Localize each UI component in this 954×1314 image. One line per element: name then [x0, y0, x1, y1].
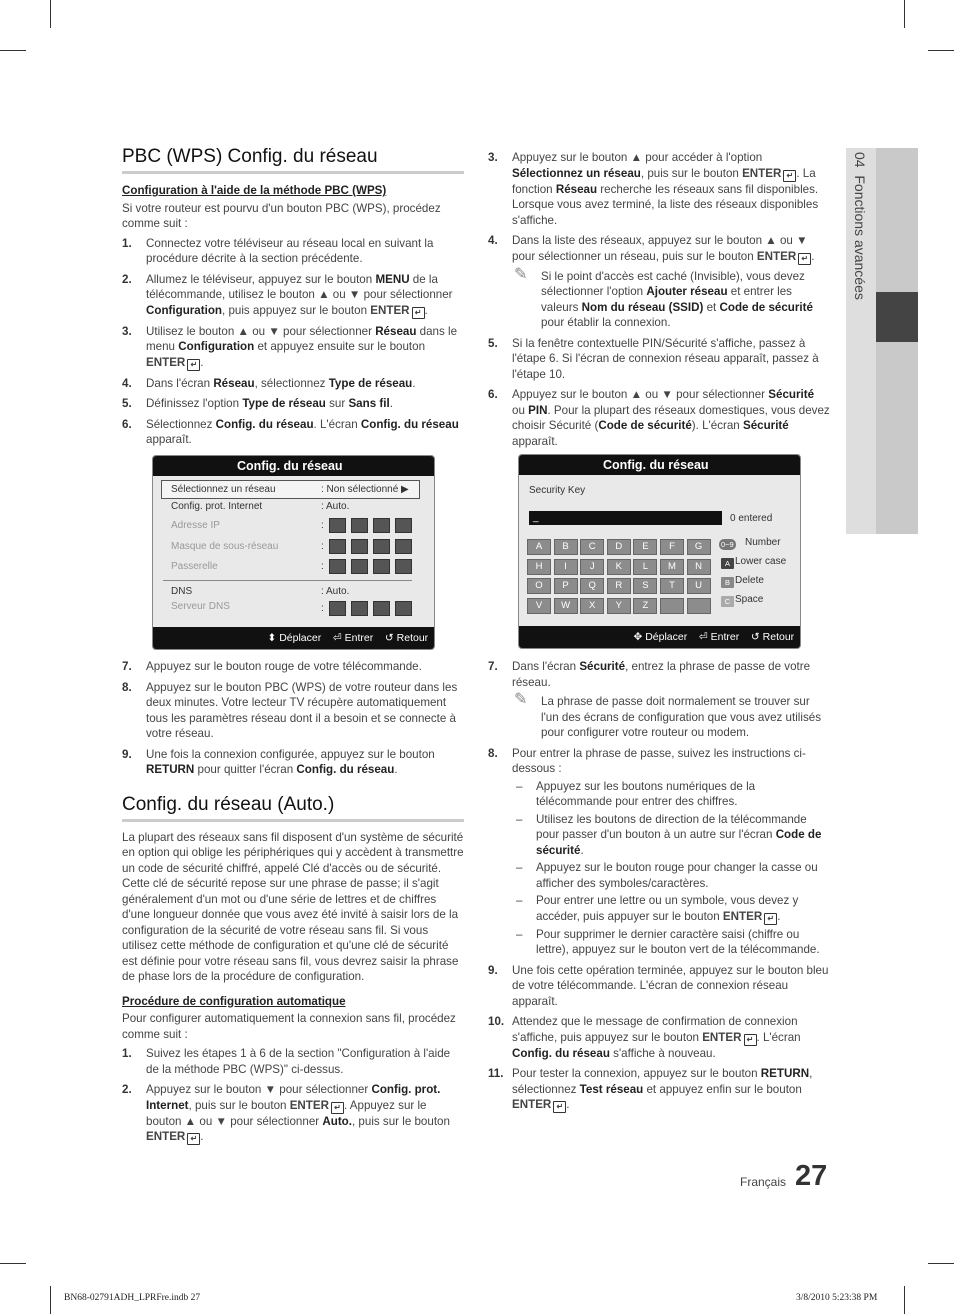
keyboard-key[interactable]: Y — [607, 598, 631, 614]
legend-badge: 0~9 — [721, 540, 734, 549]
step-item — [122, 272, 464, 319]
step-item — [122, 417, 464, 448]
step-item — [488, 150, 830, 228]
legend-label: Delete — [735, 575, 764, 586]
setting-label: Masque de sous-réseau — [171, 541, 279, 552]
step-number: 1. — [122, 1047, 132, 1060]
setting-value: : — [321, 539, 417, 554]
screen-footer: ✥ Déplacer ⏎ Entrer ↺ Retour — [519, 626, 800, 648]
legend-label: Lower case — [735, 556, 787, 567]
step-number: 3. — [488, 151, 498, 164]
steps-list — [488, 150, 830, 449]
keyboard-key[interactable] — [660, 598, 684, 614]
step-text: Dans l'écran Sécurité, entrez la phrase de passe de votre réseau. — [512, 660, 811, 689]
step-text: Suivez les étapes 1 à 6 de la section "Configuration à l'aide de la méthode PBC (WPS)" ci-dessus. — [146, 1047, 451, 1076]
step-item — [488, 659, 830, 741]
network-config-screen — [152, 455, 435, 650]
return-icon: ↺ — [750, 631, 760, 643]
steps-list — [122, 659, 464, 778]
keyboard-key[interactable]: D — [607, 539, 631, 555]
intro-text: Pour configurer automatiquement la connexion sans fil, procédez comme suit : — [122, 1012, 456, 1041]
step-number: 7. — [122, 660, 132, 673]
keyboard-key[interactable]: O — [527, 578, 551, 594]
step-number: 10. — [488, 1015, 505, 1028]
step-item — [488, 963, 830, 1010]
dash-item: – Pour supprimer le dernier caractère saisi (chiffre ou lettre), appuyez sur le bouton vert de la télécommande. — [516, 927, 820, 956]
step-text: Une fois la connexion configurée, appuyez sur le bouton RETURN pour quitter l'écran Config. du réseau. — [146, 747, 435, 776]
step-number: 5. — [488, 336, 498, 350]
keyboard-key[interactable]: I — [554, 559, 578, 575]
crop-mark — [0, 1263, 26, 1264]
screen-footer: ⬍ Déplacer ⏎ Entrer ↺ Retour — [153, 627, 434, 649]
return-icon: ↺ — [384, 632, 394, 644]
step-number: 9. — [122, 747, 132, 761]
subheading: Configuration à l'aide de la méthode PBC (WPS) — [122, 184, 387, 197]
step-number: 1. — [122, 236, 132, 250]
crop-mark — [0, 50, 26, 51]
dns-value: : Auto. — [321, 586, 350, 597]
step-text: Appuyez sur le bouton PBC (WPS) de votre routeur dans les deux minutes. Votre lecteur TV récupère automatiquement tous les paramètres réseau dont il a besoin et se connecte à votre réseau. — [146, 680, 458, 740]
move-icon: ✥ — [633, 631, 643, 643]
keyboard-key[interactable]: F — [660, 539, 684, 555]
chapter-number: 04 — [852, 152, 868, 168]
step-item — [122, 324, 464, 371]
dns-label[interactable]: DNS — [171, 586, 193, 597]
keyboard-key[interactable]: Z — [633, 598, 657, 614]
dns-server-label: Serveur DNS — [171, 601, 230, 612]
language-label: Français — [740, 1175, 787, 1189]
legend-badge: C — [721, 596, 734, 607]
step-item — [488, 746, 830, 958]
dash-item: – Utilisez les boutons de direction de la télécommande pour passer d'un bouton à un autre sur l'écran Code de sécurité. — [516, 812, 822, 857]
step-number: 9. — [488, 963, 498, 977]
step-number: 11. — [488, 1067, 504, 1080]
keyboard-key[interactable]: S — [633, 578, 657, 594]
legend-label: Space — [735, 594, 764, 605]
keyboard-key[interactable]: E — [633, 539, 657, 555]
keyboard-key[interactable]: N — [687, 559, 711, 575]
step-text: Appuyez sur le bouton ▼ pour sélectionner Config. prot. Internet, puis sur le bouton ENTER ↵ . Appuyez sur le bouton ▲ ou ▼ pour sélectionner Auto., puis sur le bouton ENTER ↵ . — [146, 1083, 450, 1143]
right-column-cont — [488, 655, 830, 1118]
keyboard-key[interactable]: R — [607, 578, 631, 594]
setting-value: : — [321, 559, 417, 574]
keyboard-key[interactable]: W — [554, 598, 578, 614]
enter-icon: ⏎ — [698, 631, 708, 643]
note-pencil-icon: ✎ — [514, 265, 528, 283]
keyboard-key[interactable]: B — [554, 539, 578, 555]
steps-list — [488, 659, 830, 1113]
note: ✎ La phrase de passe doit normalement se trouver sur l'un des écrans de configuration que vous avez utilisés pour configurer votre routeur ou modem. — [514, 691, 821, 739]
entered-count: 0 entered — [730, 513, 773, 524]
print-timestamp: 3/8/2010 5:23:38 PM — [796, 1293, 878, 1303]
step-number: 4. — [122, 376, 132, 390]
title-rule — [122, 171, 464, 174]
setting-label: Passerelle — [171, 561, 218, 572]
crop-mark — [928, 1263, 954, 1264]
step-text: Une fois cette opération terminée, appuyez sur le bouton bleu de votre télécommande. L'écran de connexion réseau apparaît. — [512, 963, 829, 1008]
title-rule — [122, 819, 464, 822]
screen-title: Config. du réseau — [519, 455, 800, 475]
print-filename: BN68-02791ADH_LPRFre.indb 27 — [64, 1293, 201, 1303]
step-text: Utilisez le bouton ▲ ou ▼ pour sélectionner Réseau dans le menu Configuration et appuyez ensuite sur le bouton ENTER ↵ . — [146, 324, 458, 369]
chapter-tab-block — [876, 148, 918, 292]
step-number: 2. — [122, 272, 132, 286]
step-text: Pour tester la connexion, appuyez sur le bouton RETURN, sélectionnez Test réseau et appuyez enfin sur le bouton ENTER ↵ . — [512, 1067, 813, 1111]
step-text: Si la fenêtre contextuelle PIN/Sécurité s'affiche, passez à l'étape 6. Si l'écran de connexion réseau apparaît, passez à l'étape 10. — [512, 336, 819, 381]
legend-badge: B — [721, 577, 734, 588]
setting-label[interactable]: Config. prot. Internet — [171, 501, 263, 512]
crop-mark — [928, 50, 954, 51]
setting-value: : Non sélectionné ▶ — [321, 484, 409, 495]
crop-mark — [50, 0, 51, 28]
step-text: Dans l'écran Réseau, sélectionnez Type de réseau. — [146, 376, 416, 390]
steps-list — [122, 236, 464, 448]
chapter-title: Fonctions avancées — [852, 175, 868, 300]
setting-label: Adresse IP — [171, 520, 220, 531]
step-text: Définissez l'option Type de réseau sur Sans fil. — [146, 397, 393, 410]
steps-list — [122, 1046, 464, 1145]
crop-mark — [50, 1286, 51, 1314]
keyboard-key[interactable]: T — [660, 578, 684, 594]
step-item — [122, 1046, 464, 1077]
keyboard-key[interactable] — [687, 598, 711, 614]
left-column-cont — [122, 655, 464, 1150]
keyboard-key[interactable]: P — [554, 578, 578, 594]
keyboard-key[interactable]: G — [687, 539, 711, 555]
page-number: 27 — [795, 1160, 828, 1192]
step-text: Appuyez sur le bouton ▲ pour accéder à l'option Sélectionnez un réseau, puis sur le bouton ENTER ↵ . La fonction Réseau recherche les réseaux sans fil disponibles. Lorsque vous avez terminé, la liste des réseaux disponibles s'affiche. — [512, 151, 819, 227]
step-item — [122, 680, 464, 742]
step-number: 4. — [488, 234, 498, 247]
step-text: Attendez que le message de confirmation de connexion s'affiche, puis appuyez sur le bouton ENTER ↵ . L'écran Config. du réseau s'affiche à nouveau. — [512, 1015, 801, 1060]
crop-mark — [904, 0, 905, 28]
step-text: Allumez le téléviseur, appuyez sur le bouton MENU de la télécommande, utilisez le bouton ▲ ou ▼ pour sélectionner Configuration, puis appuyez sur le bouton ENTER ↵ . — [146, 272, 453, 317]
move-icon: ⬍ — [267, 632, 277, 644]
step-item — [122, 747, 464, 778]
keyboard-key[interactable]: J — [580, 559, 604, 575]
step-text: Appuyez sur le bouton ▲ ou ▼ pour sélectionner Sécurité ou PIN. Pour la plupart des réseaux domestiques, vous devez choisir Sécurité (Code de sécurité). L'écran Sécurité apparaît. — [512, 388, 830, 448]
setting-label[interactable]: Sélectionnez un réseau — [171, 484, 276, 495]
dash-item: – Pour entrer une lettre ou un symbole, vous devez y accéder, puis appuyer sur le bouton ENTER ↵ . — [516, 894, 799, 923]
keyboard-key[interactable]: K — [607, 559, 631, 575]
intro-text: Si votre routeur est pourvu d'un bouton PBC (WPS), procédez comme suit : — [122, 201, 441, 230]
step-number: 2. — [122, 1083, 132, 1096]
left-column — [122, 146, 464, 453]
paragraph: La plupart des réseaux sans fil disposent d'un système de sécurité en option qui oblige les périphériques qui y accèdent à transmettre un code de sécurité chiffré, appelé Clé d'accès ou de sécurité. Cette clé de sécurité repose sur une phrase de passe; il s'agit généralement d'un mot ou d'une série de lettres et de chiffres d'une longueur donnée que vous avez été invité à saisir lors de la configuration de la sécurité de votre réseau sans fil. Si vous utilisez cette méthode de configuration et qu'une clé de sécurité est définie pour votre réseau sans fil, vous devrez saisir la phrase de phase lors de la procédure de configuration. — [122, 830, 464, 983]
divider — [163, 580, 412, 581]
step-item — [488, 387, 830, 449]
keyboard-key[interactable]: U — [687, 578, 711, 594]
step-item — [122, 396, 464, 412]
setting-value: : — [321, 518, 417, 533]
legend-label: Number — [745, 537, 781, 548]
chapter-tab-block — [876, 342, 918, 534]
keyboard-key[interactable]: M — [660, 559, 684, 575]
step-text: Appuyez sur le bouton rouge de votre télécommande. — [146, 660, 422, 673]
keyboard-key[interactable]: V — [527, 598, 551, 614]
keyboard-key[interactable]: H — [527, 559, 551, 575]
step-number: 5. — [122, 397, 132, 410]
step-number: 8. — [122, 680, 132, 694]
note: ✎ Si le point d'accès est caché (Invisible), vous devez sélectionner l'option Ajouter réseau et entrer les valeurs Nom du réseau (SSID) et Code de sécurité pour établir la connexion. — [514, 265, 813, 329]
step-item — [488, 336, 830, 383]
keyboard-key[interactable]: C — [580, 539, 604, 555]
section-title: Config. du réseau (Auto.) — [122, 793, 335, 815]
step-text: Connectez votre téléviseur au réseau local en suivant la procédure décrite à la section précédente. — [146, 236, 434, 265]
step-number: 7. — [488, 660, 498, 673]
dash-item: – Appuyez sur les boutons numériques de la télécommande pour entrer des chiffres. — [516, 779, 756, 808]
security-key-input[interactable]: _ — [529, 511, 722, 525]
keyboard-key[interactable]: A — [527, 539, 551, 555]
step-item — [122, 376, 464, 392]
step-text: Dans la liste des réseaux, appuyez sur le bouton ▲ ou ▼ pour sélectionner un réseau, puis sur le bouton ENTER ↵ . — [512, 234, 815, 263]
keyboard-key[interactable]: Q — [580, 578, 604, 594]
subheading: Procédure de configuration automatique — [122, 994, 346, 1008]
keyboard-key[interactable]: X — [580, 598, 604, 614]
legend-badge: A — [721, 558, 734, 569]
note-pencil-icon: ✎ — [514, 691, 528, 708]
crop-mark — [904, 1286, 905, 1314]
enter-icon: ⏎ — [332, 632, 342, 644]
dns-server-value: : — [321, 601, 417, 616]
step-number: 3. — [122, 324, 132, 338]
step-item — [488, 233, 830, 331]
step-item — [488, 1066, 830, 1113]
step-item — [488, 1014, 830, 1061]
screen-title: Config. du réseau — [153, 456, 434, 476]
step-number: 6. — [488, 388, 498, 401]
step-item — [122, 236, 464, 267]
dash-item: – Appuyez sur le bouton rouge pour changer la casse ou afficher des symboles/caractères. — [516, 861, 818, 890]
step-item — [122, 1082, 464, 1145]
section-title: PBC (WPS) Config. du réseau — [122, 146, 378, 167]
step-item — [122, 659, 464, 675]
chapter-tab-active — [876, 292, 918, 342]
security-key-screen — [518, 454, 801, 649]
step-number: 6. — [122, 417, 132, 431]
step-text: Pour entrer la phrase de passe, suivez les instructions ci-dessous : — [512, 746, 806, 775]
chapter-label — [852, 152, 872, 332]
keyboard-key[interactable]: L — [633, 559, 657, 575]
security-key-label: Security Key — [529, 485, 586, 496]
step-number: 8. — [488, 746, 498, 760]
right-column — [488, 146, 830, 454]
step-text: Sélectionnez Config. du réseau. L'écran Config. du réseau apparaît. — [146, 417, 459, 446]
setting-value: : Auto. — [321, 501, 350, 512]
